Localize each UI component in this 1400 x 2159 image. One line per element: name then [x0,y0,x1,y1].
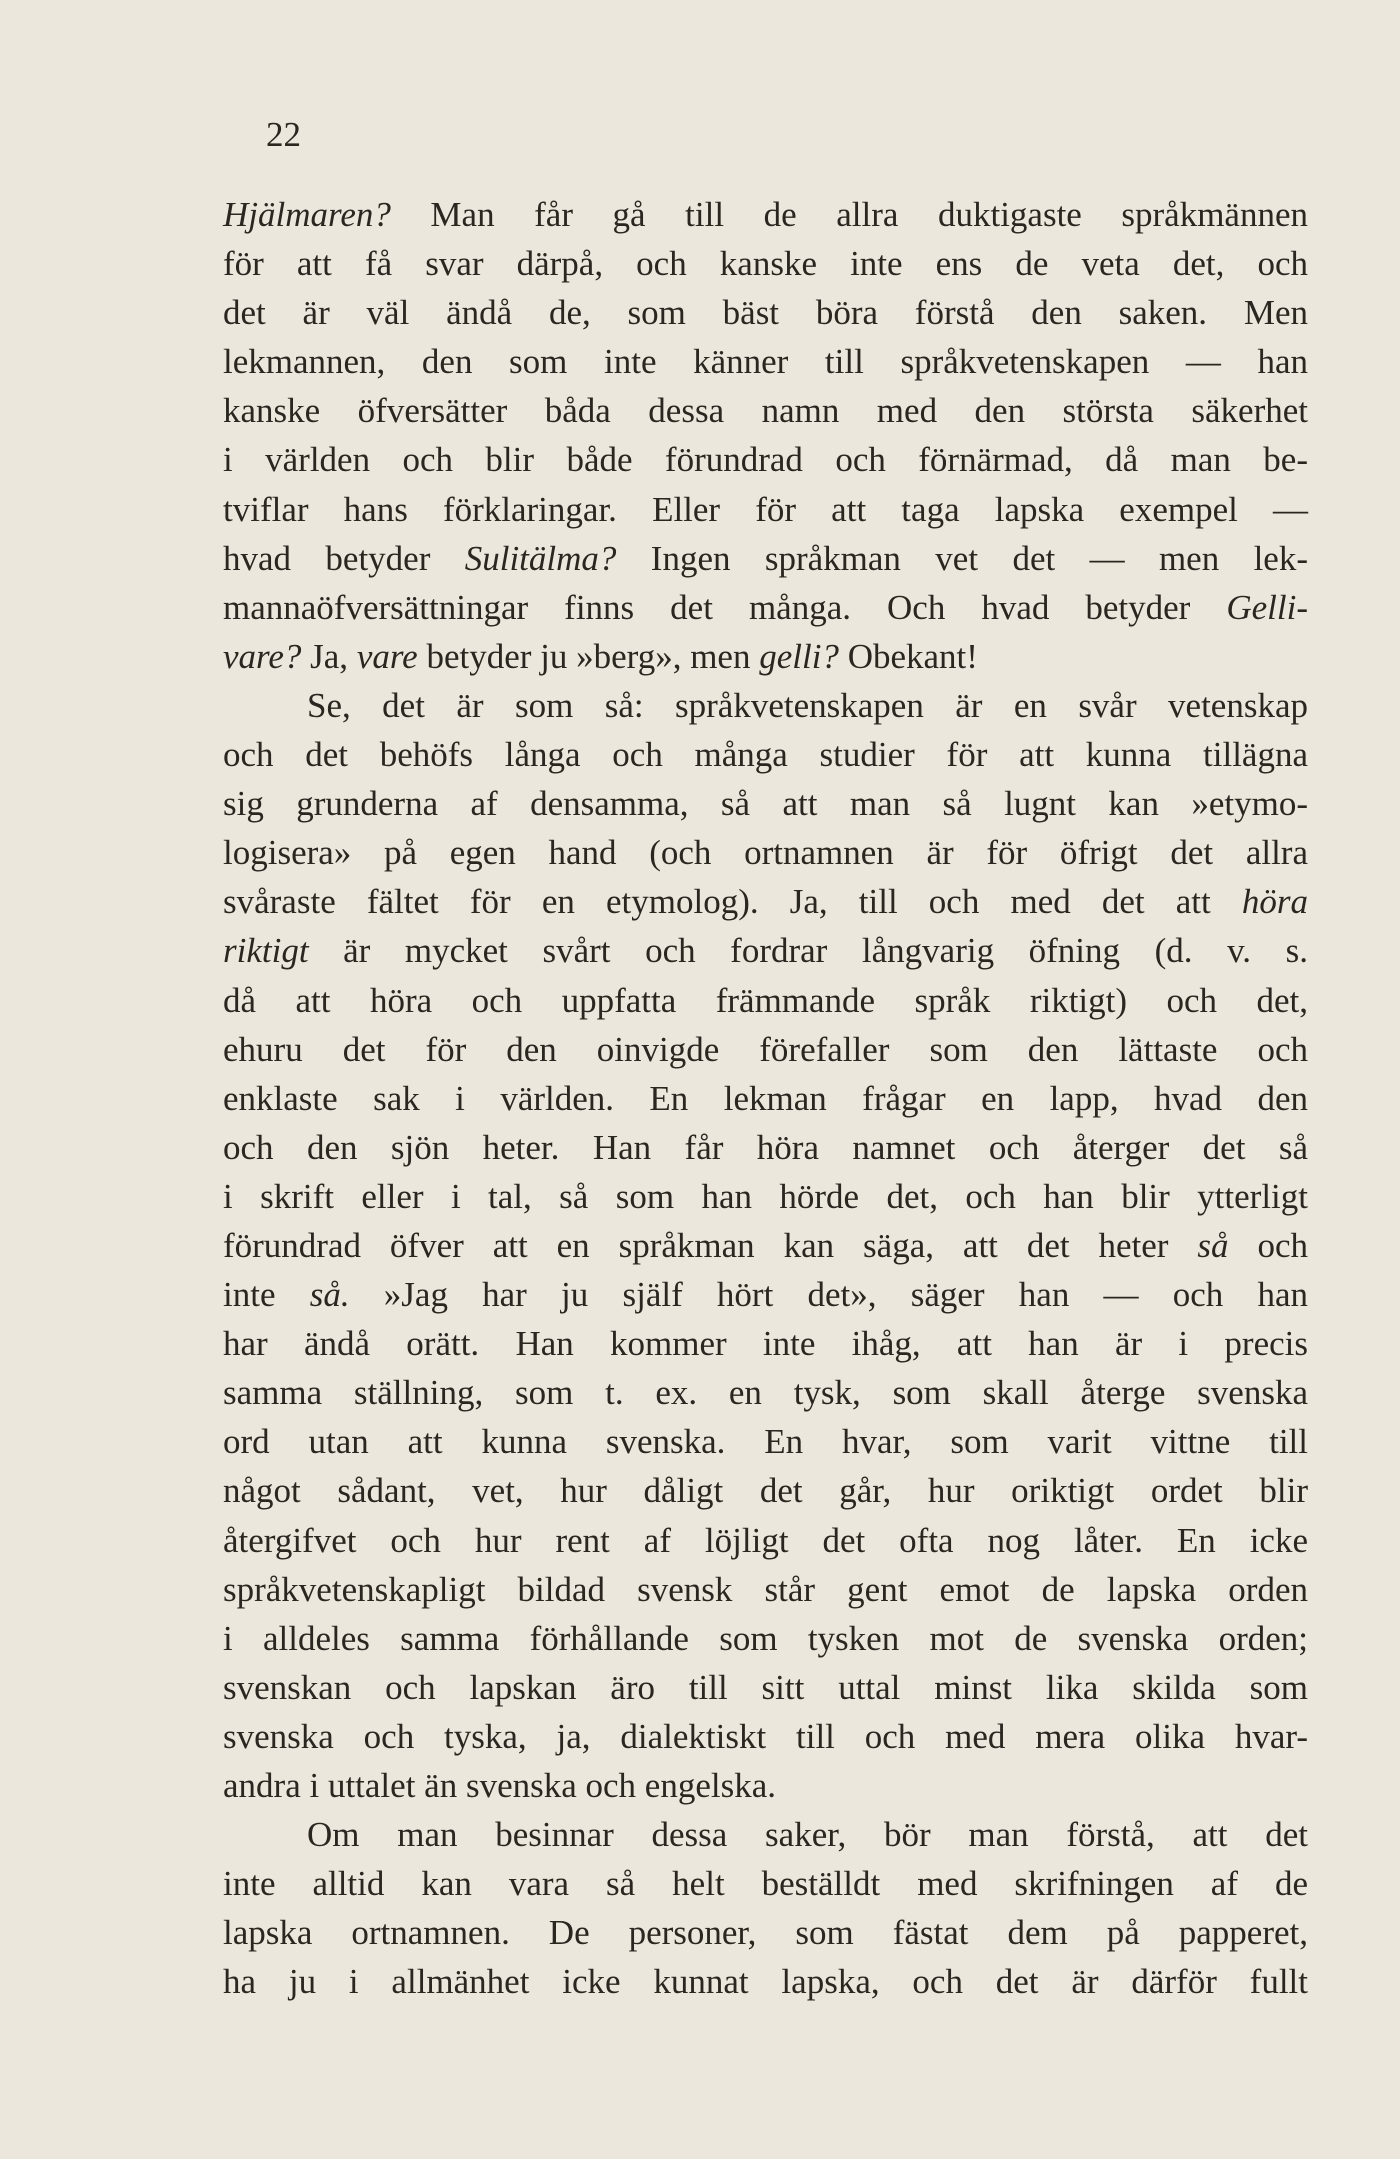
text-segment: kanske öfversätter båda dessa namn med den största säkerhet [223,391,1308,431]
text-line [223,1270,1308,1319]
text-line [223,730,1308,779]
text-line [223,976,1308,1025]
text-segment: det är väl ändå de, som bäst böra förstå den saken. Men [223,293,1308,333]
text-line [223,1810,1308,1859]
text-segment: svenskan och lapskan äro till sitt uttal minst lika skilda som [223,1667,1308,1707]
text-segment: Obekant! [838,636,978,676]
text-segment: och det behöfs långa och många studier för att kunna tillägna [223,735,1308,775]
text-line [223,779,1308,828]
text-segment: har ändå orätt. Han kommer inte ihåg, att han är i precis [223,1324,1308,1364]
text-line [223,239,1308,288]
italic-text: så. [309,1275,350,1315]
text-segment: lapska ortnamnen. De personer, som fästat dem på papperet, [223,1913,1308,1953]
text-segment: i världen och blir både förundrad och förnärmad, då man be- [223,440,1308,480]
text-segment: är mycket svårt och fordrar långvarig öfning (d. v. s. [308,931,1308,971]
text-line [223,1663,1308,1712]
body-text [223,190,1308,2006]
text-line [223,435,1308,484]
text-segment: hvad betyder [223,538,465,578]
text-segment: samma ställning, som t. ex. en tysk, som skall återge svenska [223,1373,1308,1413]
text-line [223,1957,1308,2006]
italic-text: så [1197,1225,1229,1265]
italic-text: gelli? [759,636,839,676]
text-segment: för att få svar därpå, och kanske inte ens de veta det, och [223,244,1308,284]
page-number: 22 [266,115,301,154]
text-line [223,1908,1308,1957]
text-line [223,1614,1308,1663]
text-segment: och den sjön heter. Han får höra namnet och återger det så [223,1127,1308,1167]
text-segment: Ja, [301,636,357,676]
text-line [223,1221,1308,1270]
text-segment: lekmannen, den som inte känner till språkvetenskapen — han [223,342,1308,382]
text-segment: ord utan att kunna svenska. En hvar, som varit vittne till [223,1422,1308,1462]
text-line [223,485,1308,534]
text-segment: förundrad öfver att en språkman kan säga, att det heter [223,1225,1198,1265]
italic-text: Hjälmaren? [223,195,391,234]
italic-text: riktigt [223,931,309,971]
text-segment: språkvetenskapligt bildad svensk står gent emot de lapska orden [223,1569,1308,1609]
text-line [223,534,1308,583]
text-segment: något sådant, vet, hur dåligt det går, hur oriktigt ordet blir [223,1471,1308,1511]
text-segment: återgifvet och hur rent af löjligt det ofta nog låter. En icke [223,1520,1308,1560]
text-line [223,1172,1308,1221]
text-line [223,926,1308,975]
text-segment: i alldeles samma förhållande som tysken mot de svenska orden; [223,1618,1308,1658]
text-segment: inte alltid kan vara så helt beställdt med skrifningen af de [223,1864,1308,1904]
text-segment: mannaöfversättningar finns det många. Och hvad betyder [223,587,1227,627]
text-segment: enklaste sak i världen. En lekman frågar en lapp, hvad den [223,1078,1308,1118]
italic-text: höra [1241,882,1308,922]
italic-text: vare? [223,636,302,676]
text-line [223,1319,1308,1368]
text-line [223,1123,1308,1172]
text-line [223,1417,1308,1466]
text-segment: Ingen språkman vet det — men lek- [616,538,1308,578]
text-segment: Se, det är som så: språkvetenskapen är en svår vetenskap [307,685,1308,725]
text-segment: inte [223,1275,310,1315]
text-segment: andra i uttalet än svenska och engelska. [223,1766,776,1805]
text-segment: Om man besinnar dessa saker, bör man förstå, att det [307,1815,1308,1855]
text-segment: tviflar hans förklaringar. Eller för att taga lapska exempel — [223,489,1308,529]
text-line [223,1025,1308,1074]
text-segment: betyder ju »berg», men [417,636,760,676]
italic-text: Gelli- [1226,587,1308,627]
text-line [223,828,1308,877]
text-line [223,681,1308,730]
text-segment: logisera» på egen hand (och ortnamnen är för öfrigt det allra [223,833,1308,873]
text-line [223,1712,1308,1761]
text-line [223,1565,1308,1614]
text-line [223,1368,1308,1417]
text-segment: och [1228,1225,1308,1265]
italic-text: Sulitälma? [464,538,617,578]
text-line [223,386,1308,435]
text-segment: Man får gå till de allra duktigaste språkmännen [390,195,1308,234]
text-line [223,190,1308,239]
text-segment: »Jag har ju själf hört det», säger han — och han [349,1275,1309,1315]
text-line [223,632,1308,681]
text-line [223,288,1308,337]
text-line [223,1761,1308,1810]
text-segment: då att höra och uppfatta främmande språk riktigt) och det, [223,980,1308,1020]
text-line [223,1859,1308,1908]
text-segment: ehuru det för den oinvigde förefaller som den lättaste och [223,1029,1308,1069]
text-line [223,337,1308,386]
text-segment: ha ju i allmänhet icke kunnat lapska, och det är därför fullt [223,1962,1308,2002]
text-segment: svenska och tyska, ja, dialektiskt till och med mera olika hvar- [223,1716,1308,1756]
text-line [223,877,1308,926]
text-segment: sig grunderna af densamma, så att man så lugnt kan »etymo- [223,784,1308,824]
text-segment: svåraste fältet för en etymolog). Ja, till och med det att [223,882,1242,922]
text-line [223,1074,1308,1123]
text-segment: i skrift eller i tal, så som han hörde det, och han blir ytterligt [223,1176,1308,1216]
italic-text: vare [356,636,418,676]
text-line [223,1516,1308,1565]
text-line [223,1466,1308,1515]
text-line [223,583,1308,632]
